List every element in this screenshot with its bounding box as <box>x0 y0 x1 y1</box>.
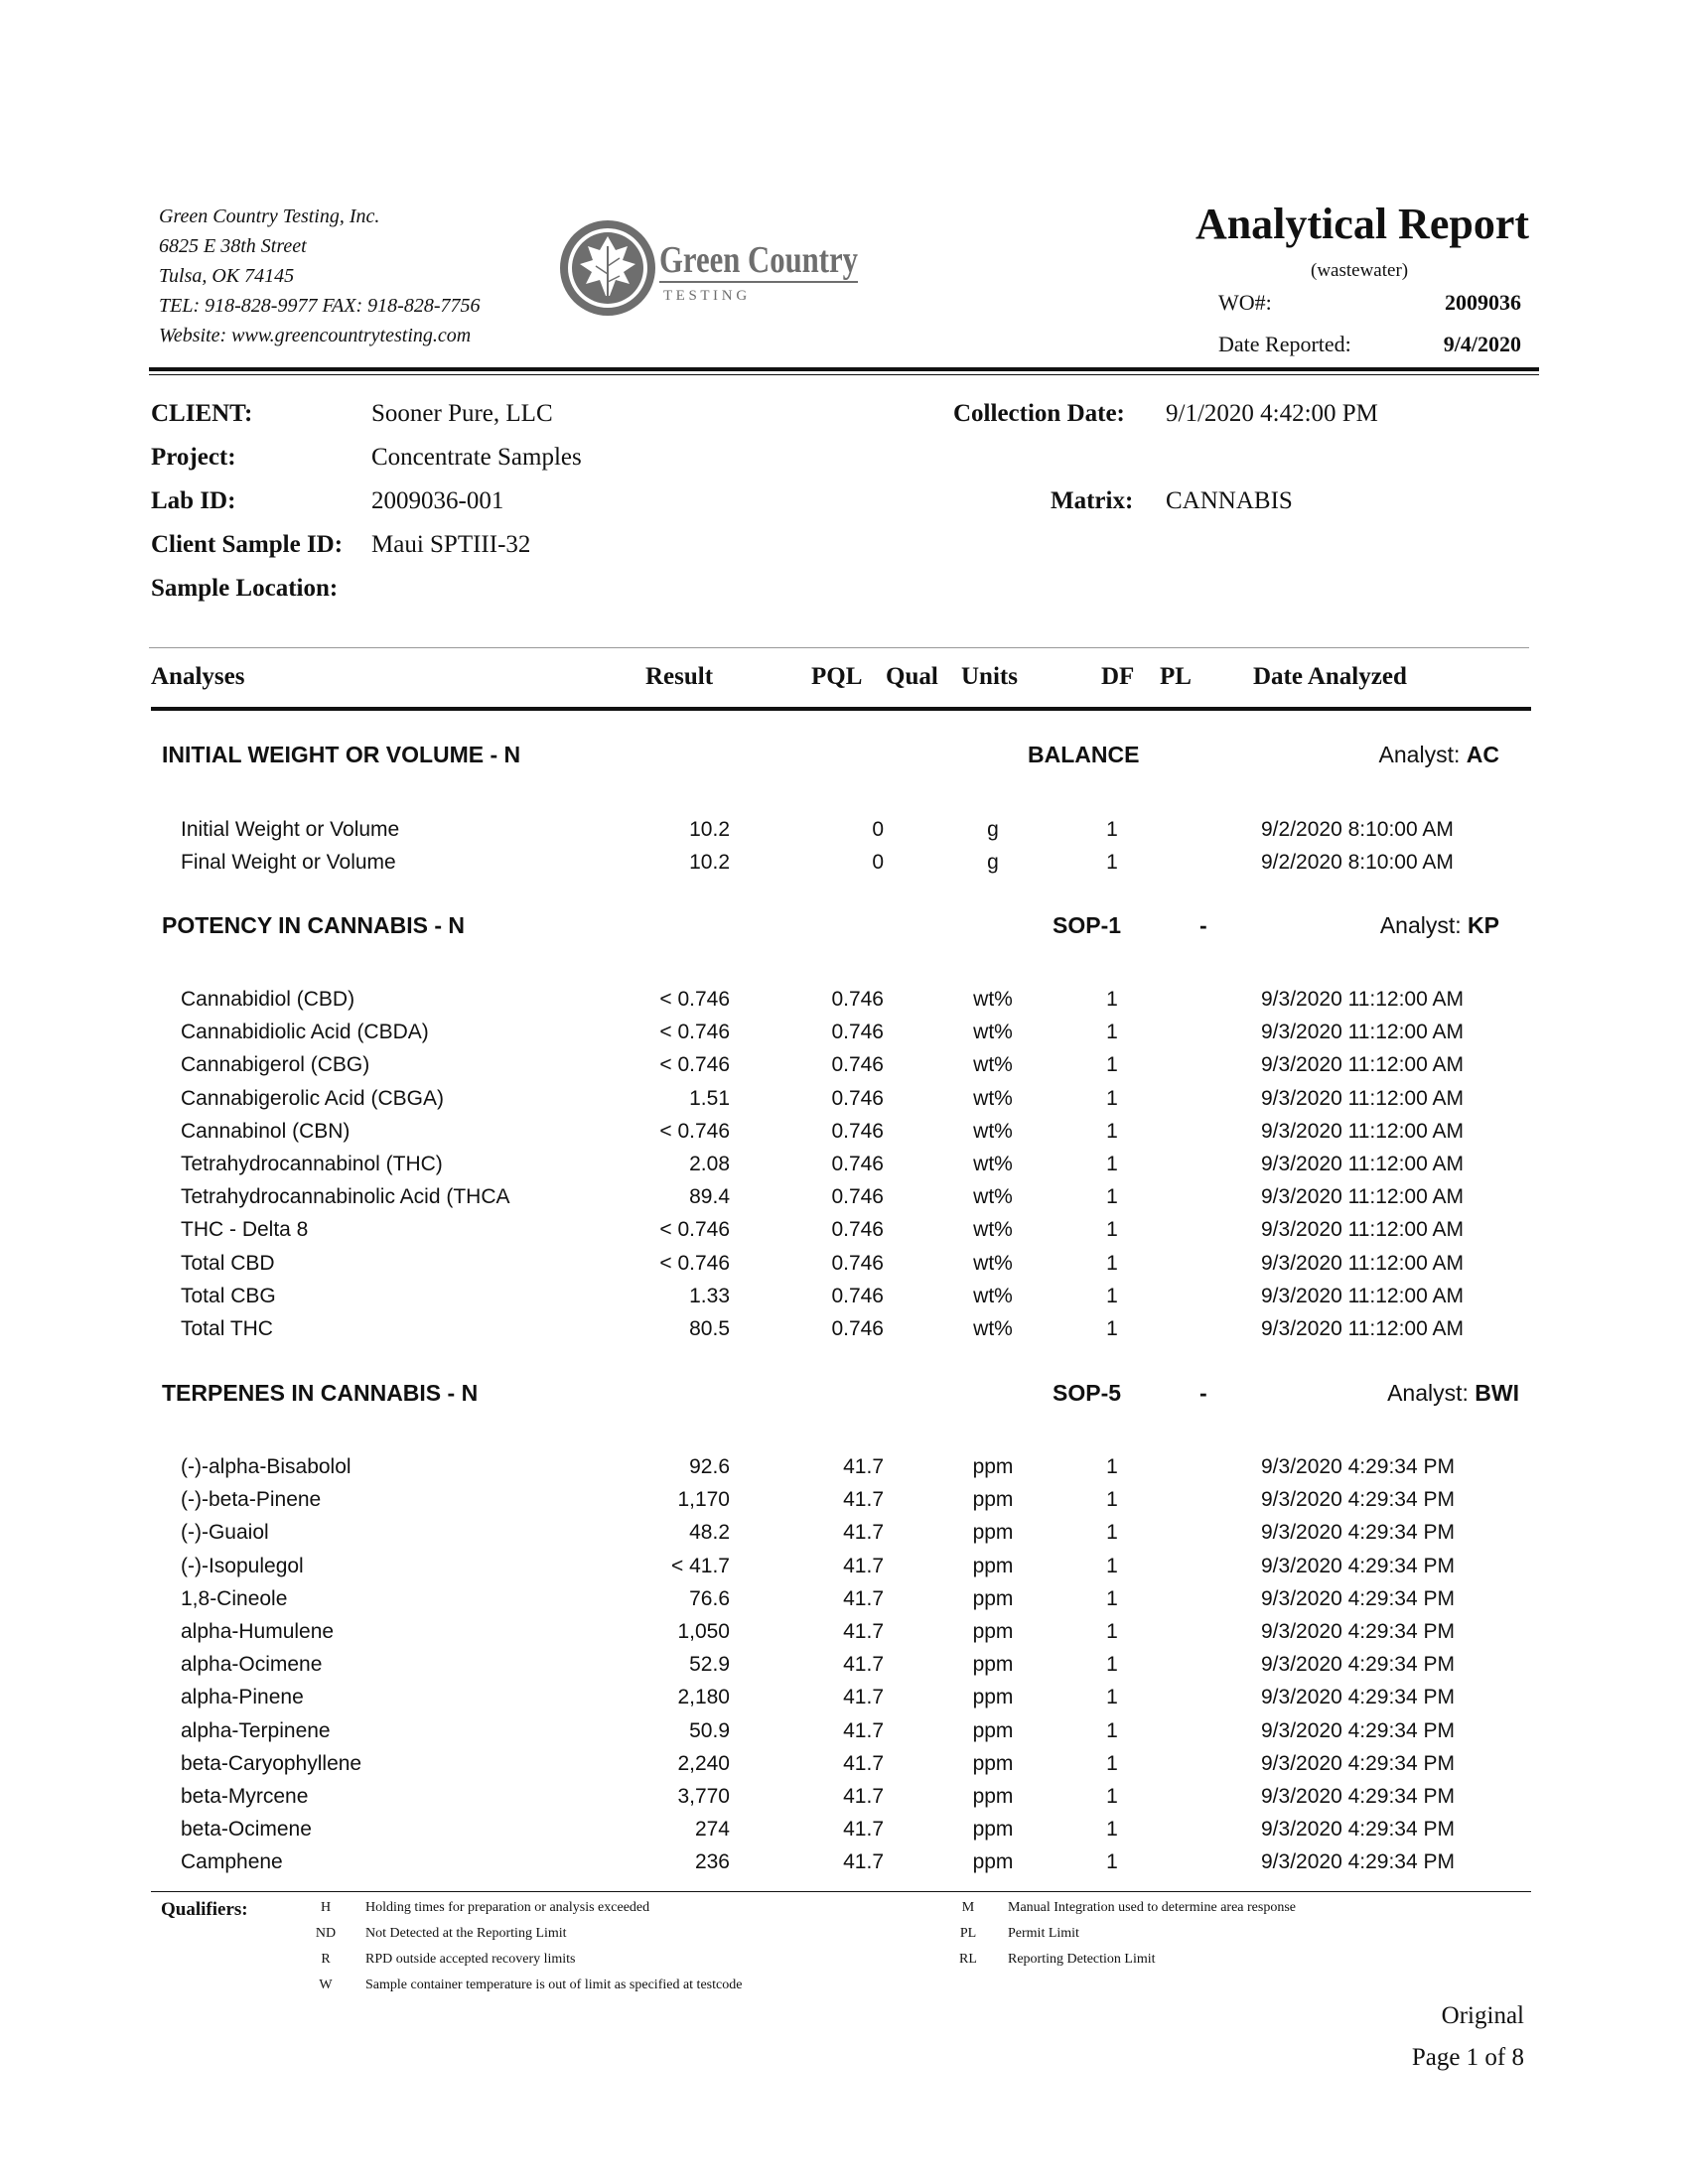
date-analyzed-value: 9/3/2020 4:29:34 PM <box>1261 1554 1455 1577</box>
units-value: ppm <box>972 1455 1014 1478</box>
qualifier-code: M <box>961 1900 975 1915</box>
units-value: ppm <box>972 1554 1014 1577</box>
pql-value: 41.7 <box>843 1488 884 1512</box>
table-row <box>0 1517 1688 1550</box>
units-value: ppm <box>972 1686 1014 1709</box>
table-row <box>0 1649 1688 1682</box>
pql-value: 0.746 <box>831 1251 884 1275</box>
analyte-name: Camphene <box>181 1850 283 1874</box>
date-analyzed-value: 9/3/2020 11:12:00 AM <box>1261 1185 1464 1209</box>
date-analyzed-value: 9/3/2020 4:29:34 PM <box>1261 1751 1455 1775</box>
analyte-name: beta-Caryophyllene <box>181 1751 362 1775</box>
lab-id-value: 2009036-001 <box>371 487 504 514</box>
analyst-label: Analyst: <box>1379 912 1462 938</box>
qualifier-desc: Not Detected at the Reporting Limit <box>365 1926 567 1941</box>
project-value: Concentrate Samples <box>371 444 582 471</box>
info-divider <box>149 647 1529 648</box>
analyte-name: THC - Delta 8 <box>181 1218 309 1242</box>
qualifier-code: ND <box>315 1926 337 1941</box>
analyte-name: Tetrahydrocannabinolic Acid (THCA <box>181 1185 510 1209</box>
date-analyzed-value: 9/3/2020 11:12:00 AM <box>1261 1053 1464 1077</box>
result-value: 3,770 <box>677 1785 730 1808</box>
table-row <box>0 1814 1688 1846</box>
date-analyzed-value: 9/3/2020 4:29:34 PM <box>1261 1785 1455 1808</box>
company-phone: TEL: 918-828-9977 FAX: 918-828-7756 <box>159 295 481 317</box>
company-address-block <box>159 202 481 350</box>
result-value: 1,170 <box>677 1488 730 1512</box>
df-value: 1 <box>1106 1586 1118 1610</box>
result-value: 92.6 <box>689 1455 730 1478</box>
df-value: 1 <box>1106 1718 1118 1742</box>
analyte-name: Tetrahydrocannabinol (THC) <box>181 1153 443 1175</box>
date-analyzed-value: 9/3/2020 4:29:34 PM <box>1261 1455 1455 1478</box>
date-analyzed-value: 9/3/2020 11:12:00 AM <box>1261 1251 1464 1275</box>
section-analyst <box>1387 1380 1519 1407</box>
pql-value: 0.746 <box>831 1053 884 1077</box>
pql-value: 41.7 <box>843 1850 884 1874</box>
logo-wordmark: Green Country <box>659 239 858 281</box>
units-value: wt% <box>973 1021 1013 1044</box>
qualifiers-divider <box>151 1891 1531 1892</box>
analyte-name: alpha-Humulene <box>181 1620 335 1643</box>
date-analyzed-value: 9/3/2020 11:12:00 AM <box>1261 1153 1464 1175</box>
date-analyzed-value: 9/3/2020 4:29:34 PM <box>1261 1686 1455 1709</box>
table-row <box>0 1715 1688 1748</box>
date-analyzed-value: 9/3/2020 4:29:34 PM <box>1261 1850 1455 1874</box>
date-analyzed-value: 9/3/2020 11:12:00 AM <box>1261 1284 1464 1307</box>
result-value: 236 <box>694 1850 730 1874</box>
client-label: CLIENT: <box>151 400 253 427</box>
analyte-name: Cannabinol (CBN) <box>181 1119 351 1143</box>
result-value: < 41.7 <box>671 1554 730 1577</box>
date-analyzed-value: 9/3/2020 4:29:34 PM <box>1261 1653 1455 1677</box>
df-value: 1 <box>1106 1521 1118 1545</box>
pql-value: 0.746 <box>831 1086 884 1110</box>
pql-value: 0.746 <box>831 1317 884 1340</box>
analyte-name: alpha-Terpinene <box>181 1718 331 1742</box>
col-pl: PL <box>1160 663 1192 690</box>
analyte-name: alpha-Ocimene <box>181 1653 323 1677</box>
result-value: < 0.746 <box>659 1119 730 1143</box>
qualifier-code: H <box>320 1900 332 1915</box>
section-title: TERPENES IN CANNABIS - N <box>162 1380 479 1406</box>
result-value: 52.9 <box>689 1653 730 1677</box>
table-row <box>0 1583 1688 1616</box>
analyte-name: (-)-Isopulegol <box>181 1554 304 1577</box>
table-row <box>0 1748 1688 1781</box>
report-status: Original <box>1441 2002 1524 2029</box>
result-value: < 0.746 <box>659 1251 730 1275</box>
qualifier-code: PL <box>959 1926 977 1941</box>
sample-location-label: Sample Location: <box>151 575 339 602</box>
table-row <box>0 1682 1688 1714</box>
units-value: ppm <box>972 1620 1014 1643</box>
table-row <box>0 1116 1688 1149</box>
df-value: 1 <box>1106 1554 1118 1577</box>
col-date-analyzed: Date Analyzed <box>1253 663 1407 690</box>
qualifier-desc: Sample container temperature is out of limit as specified at testcode <box>365 1978 743 1992</box>
table-row <box>0 1313 1688 1346</box>
section-pl: - <box>1199 1380 1207 1406</box>
analyst-label: Analyst: <box>1378 742 1461 767</box>
analyte-name: Cannabigerolic Acid (CBGA) <box>181 1086 444 1110</box>
date-analyzed-value: 9/3/2020 4:29:34 PM <box>1261 1488 1455 1512</box>
client-sample-id-label: Client Sample ID: <box>151 531 344 558</box>
qualifier-desc: Holding times for preparation or analysis exceeded <box>365 1900 650 1915</box>
table-row <box>0 1846 1688 1879</box>
df-value: 1 <box>1106 818 1118 841</box>
table-row <box>0 1281 1688 1313</box>
df-value: 1 <box>1106 1086 1118 1110</box>
df-value: 1 <box>1106 1053 1118 1077</box>
section-method: BALANCE <box>1028 742 1140 767</box>
pql-value: 41.7 <box>843 1455 884 1478</box>
analyst-value: KP <box>1468 912 1499 938</box>
result-value: < 0.746 <box>659 1053 730 1077</box>
report-title: Analytical Report <box>1195 200 1529 248</box>
result-value: 1.33 <box>689 1284 730 1307</box>
pql-value: 0 <box>872 851 884 875</box>
table-row <box>0 814 1688 847</box>
analyte-name: (-)-Guaiol <box>181 1521 269 1545</box>
qualifiers-title: Qualifiers: <box>161 1899 248 1920</box>
units-value: ppm <box>972 1586 1014 1610</box>
header-divider <box>149 367 1539 371</box>
qualifier-desc: Reporting Detection Limit <box>1008 1952 1156 1967</box>
result-value: 10.2 <box>689 851 730 875</box>
units-value: wt% <box>973 1284 1013 1307</box>
date-analyzed-value: 9/3/2020 4:29:34 PM <box>1261 1586 1455 1610</box>
date-analyzed-value: 9/3/2020 4:29:34 PM <box>1261 1718 1455 1742</box>
company-street: 6825 E 38th Street <box>159 235 307 257</box>
df-value: 1 <box>1106 1021 1118 1044</box>
df-value: 1 <box>1106 1284 1118 1307</box>
result-value: 274 <box>694 1818 730 1842</box>
logo-tagline: T E S T I N G <box>663 288 748 304</box>
result-value: 10.2 <box>689 818 730 841</box>
units-value: ppm <box>972 1653 1014 1677</box>
pql-value: 0.746 <box>831 1153 884 1175</box>
df-value: 1 <box>1106 1153 1118 1175</box>
date-analyzed-value: 9/3/2020 11:12:00 AM <box>1261 988 1464 1011</box>
pql-value: 41.7 <box>843 1620 884 1643</box>
table-row <box>0 1083 1688 1116</box>
project-label: Project: <box>151 444 236 471</box>
report-subtitle: (wastewater) <box>1311 260 1409 281</box>
result-value: 2.08 <box>689 1153 730 1175</box>
result-value: < 0.746 <box>659 1218 730 1242</box>
col-pql: PQL <box>811 663 863 690</box>
analyte-name: alpha-Pinene <box>181 1686 304 1709</box>
section-analyst <box>1379 742 1499 768</box>
result-value: < 0.746 <box>659 988 730 1011</box>
df-value: 1 <box>1106 851 1118 875</box>
units-value: wt% <box>973 1086 1013 1110</box>
col-analyses: Analyses <box>151 663 245 690</box>
table-row <box>0 1149 1688 1181</box>
df-value: 1 <box>1106 1785 1118 1808</box>
section-method: SOP-5 <box>1053 1380 1122 1406</box>
pql-value: 0.746 <box>831 1185 884 1209</box>
analyte-name: Total CBG <box>181 1284 276 1307</box>
units-value: ppm <box>972 1785 1014 1808</box>
table-row <box>0 1049 1688 1082</box>
result-value: 80.5 <box>689 1317 730 1340</box>
date-analyzed-value: 9/3/2020 11:12:00 AM <box>1261 1086 1464 1110</box>
analyte-name: (-)-beta-Pinene <box>181 1488 322 1512</box>
result-value: 89.4 <box>689 1185 730 1209</box>
units-value: ppm <box>972 1850 1014 1874</box>
date-analyzed-value: 9/3/2020 4:29:34 PM <box>1261 1521 1455 1545</box>
units-value: wt% <box>973 1185 1013 1209</box>
analyte-name: Initial Weight or Volume <box>181 818 400 841</box>
date-analyzed-value: 9/3/2020 11:12:00 AM <box>1261 1317 1464 1340</box>
date-reported-value: 9/4/2020 <box>1443 332 1521 356</box>
df-value: 1 <box>1106 1455 1118 1478</box>
date-analyzed-value: 9/3/2020 11:12:00 AM <box>1261 1218 1464 1242</box>
col-df: DF <box>1101 663 1135 690</box>
pql-value: 41.7 <box>843 1751 884 1775</box>
result-value: 2,180 <box>677 1686 730 1709</box>
section-title: POTENCY IN CANNABIS - N <box>162 912 465 938</box>
units-value: wt% <box>973 1218 1013 1242</box>
pql-value: 41.7 <box>843 1686 884 1709</box>
page-number: Page 1 of 8 <box>1411 2044 1524 2071</box>
analyst-value: AC <box>1466 742 1499 767</box>
units-value: wt% <box>973 1153 1013 1175</box>
company-city: Tulsa, OK 74145 <box>159 265 295 287</box>
qualifier-code: RL <box>959 1952 977 1967</box>
analyte-name: (-)-alpha-Bisabolol <box>181 1455 352 1478</box>
pql-value: 0.746 <box>831 1119 884 1143</box>
analyte-name: Final Weight or Volume <box>181 851 396 875</box>
table-row <box>0 1248 1688 1281</box>
units-value: ppm <box>972 1718 1014 1742</box>
units-value: ppm <box>972 1818 1014 1842</box>
date-analyzed-value: 9/2/2020 8:10:00 AM <box>1261 818 1454 841</box>
units-value: ppm <box>972 1488 1014 1512</box>
table-row <box>0 1484 1688 1517</box>
collection-date-label: Collection Date: <box>953 400 1125 427</box>
collection-date-value: 9/1/2020 4:42:00 PM <box>1166 400 1378 427</box>
col-qual: Qual <box>886 663 938 690</box>
pql-value: 0.746 <box>831 1218 884 1242</box>
df-value: 1 <box>1106 1620 1118 1643</box>
table-row <box>0 1551 1688 1583</box>
analyte-name: Cannabidiol (CBD) <box>181 988 355 1011</box>
section-method: SOP-1 <box>1053 912 1122 938</box>
date-analyzed-value: 9/3/2020 11:12:00 AM <box>1261 1021 1464 1044</box>
date-analyzed-value: 9/2/2020 8:10:00 AM <box>1261 851 1454 875</box>
analyte-name: Total CBD <box>181 1251 275 1275</box>
pql-value: 41.7 <box>843 1554 884 1577</box>
units-value: ppm <box>972 1521 1014 1545</box>
table-row <box>0 1781 1688 1814</box>
units-value: wt% <box>973 1053 1013 1077</box>
pql-value: 41.7 <box>843 1586 884 1610</box>
result-value: < 0.746 <box>659 1021 730 1044</box>
col-units: Units <box>961 663 1018 690</box>
df-value: 1 <box>1106 1488 1118 1512</box>
analyte-name: Total THC <box>181 1317 273 1340</box>
df-value: 1 <box>1106 1185 1118 1209</box>
pql-value: 41.7 <box>843 1521 884 1545</box>
analyte-name: beta-Ocimene <box>181 1818 312 1842</box>
units-value: wt% <box>973 1251 1013 1275</box>
units-value: ppm <box>972 1751 1014 1775</box>
units-value: g <box>987 818 999 841</box>
section-title: INITIAL WEIGHT OR VOLUME - N <box>162 742 521 767</box>
result-value: 1,050 <box>677 1620 730 1643</box>
wo-label: WO#: <box>1218 290 1272 315</box>
section-pl: - <box>1199 912 1207 938</box>
table-row <box>0 847 1688 880</box>
units-value: wt% <box>973 1119 1013 1143</box>
lab-id-label: Lab ID: <box>151 487 236 514</box>
company-logo <box>556 216 864 320</box>
result-value: 48.2 <box>689 1521 730 1545</box>
pql-value: 0.746 <box>831 988 884 1011</box>
pql-value: 41.7 <box>843 1718 884 1742</box>
df-value: 1 <box>1106 1218 1118 1242</box>
pql-value: 0 <box>872 818 884 841</box>
table-row <box>0 1017 1688 1049</box>
result-value: 76.6 <box>689 1586 730 1610</box>
qualifier-code: W <box>319 1978 333 1992</box>
qualifier-desc: Manual Integration used to determine area response <box>1008 1900 1297 1915</box>
analyst-label: Analyst: <box>1387 1380 1469 1406</box>
col-result: Result <box>645 663 714 690</box>
table-row <box>0 1451 1688 1484</box>
client-value: Sooner Pure, LLC <box>371 400 553 427</box>
matrix-label: Matrix: <box>1051 487 1134 514</box>
df-value: 1 <box>1106 1317 1118 1340</box>
qualifier-code: R <box>321 1952 331 1967</box>
date-analyzed-value: 9/3/2020 11:12:00 AM <box>1261 1119 1464 1143</box>
company-website: Website: www.greencountrytesting.com <box>159 325 472 346</box>
analyte-name: Cannabidiolic Acid (CBDA) <box>181 1021 429 1044</box>
section-analyst <box>1380 912 1499 939</box>
table-row <box>0 1616 1688 1649</box>
date-analyzed-value: 9/3/2020 4:29:34 PM <box>1261 1620 1455 1643</box>
header-divider-thin <box>149 374 1539 375</box>
qualifier-desc: Permit Limit <box>1008 1926 1079 1941</box>
table-row <box>0 1181 1688 1214</box>
units-value: wt% <box>973 988 1013 1011</box>
units-value: wt% <box>973 1317 1013 1340</box>
table-row <box>0 1214 1688 1247</box>
result-value: 50.9 <box>689 1718 730 1742</box>
df-value: 1 <box>1106 1119 1118 1143</box>
df-value: 1 <box>1106 1653 1118 1677</box>
wo-value: 2009036 <box>1445 290 1521 315</box>
pql-value: 41.7 <box>843 1785 884 1808</box>
company-name: Green Country Testing, Inc. <box>159 205 380 227</box>
matrix-value: CANNABIS <box>1166 487 1293 514</box>
units-value: g <box>987 851 999 875</box>
pql-value: 41.7 <box>843 1653 884 1677</box>
df-value: 1 <box>1106 988 1118 1011</box>
pql-value: 0.746 <box>831 1021 884 1044</box>
qualifier-desc: RPD outside accepted recovery limits <box>365 1952 576 1967</box>
column-header-divider <box>151 707 1531 711</box>
df-value: 1 <box>1106 1850 1118 1874</box>
analyst-value: BWI <box>1475 1380 1519 1406</box>
pql-value: 0.746 <box>831 1284 884 1307</box>
date-analyzed-value: 9/3/2020 4:29:34 PM <box>1261 1818 1455 1842</box>
date-reported-label: Date Reported: <box>1218 332 1351 356</box>
analyte-name: Cannabigerol (CBG) <box>181 1053 370 1077</box>
analyte-name: beta-Myrcene <box>181 1785 309 1808</box>
result-value: 1.51 <box>689 1086 730 1110</box>
df-value: 1 <box>1106 1751 1118 1775</box>
df-value: 1 <box>1106 1818 1118 1842</box>
df-value: 1 <box>1106 1251 1118 1275</box>
result-value: 2,240 <box>677 1751 730 1775</box>
analyte-name: 1,8-Cineole <box>181 1586 288 1610</box>
df-value: 1 <box>1106 1686 1118 1709</box>
pql-value: 41.7 <box>843 1818 884 1842</box>
leaf-logo-icon <box>556 216 864 320</box>
client-sample-id-value: Maui SPTIII-32 <box>371 531 531 558</box>
table-row <box>0 984 1688 1017</box>
